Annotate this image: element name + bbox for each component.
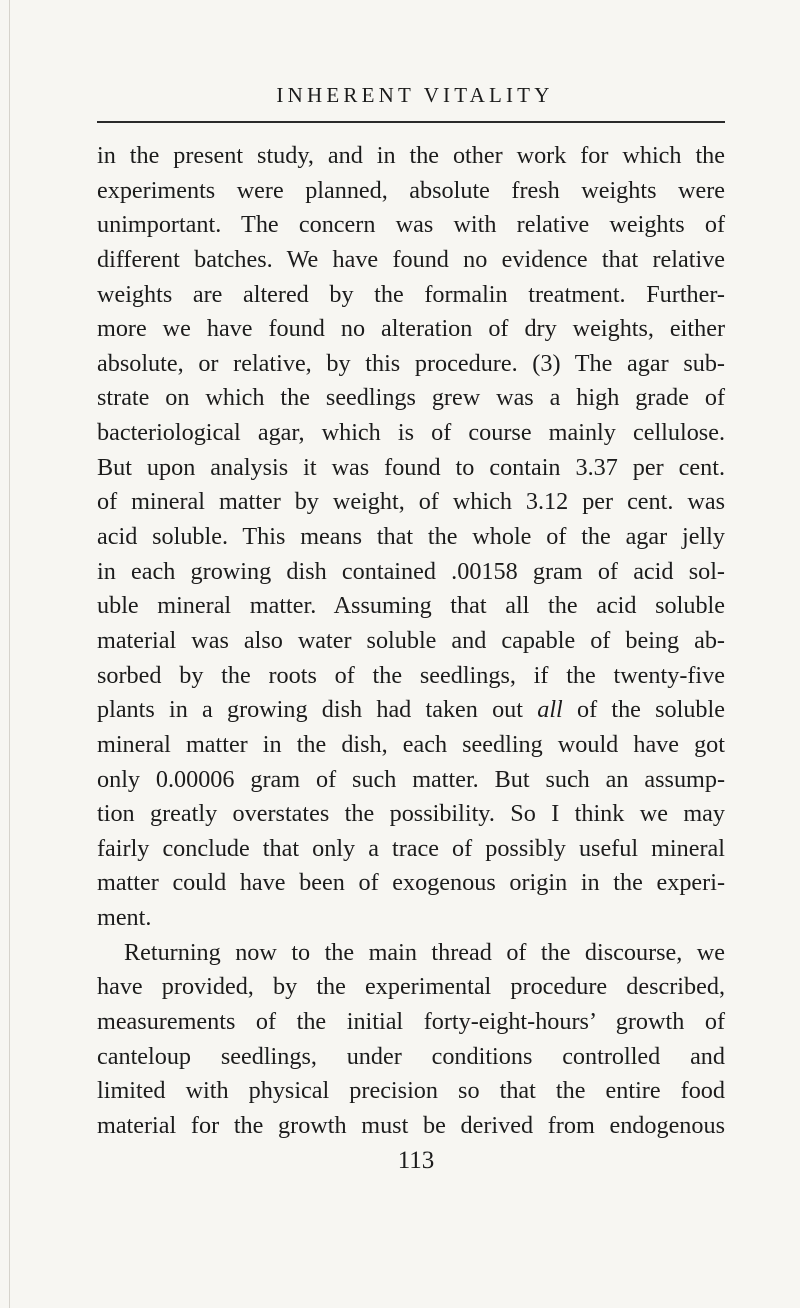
text-line: mineral matter in the dish, each seedling would have got bbox=[97, 730, 725, 758]
emphasized-word: all bbox=[537, 696, 563, 724]
text-line: canteloup seedlings, under conditions controlled and bbox=[97, 1042, 725, 1070]
text-line: Returning now to the main thread of the discourse, we bbox=[124, 938, 725, 966]
text-line: different batches. We have found no evidence that relative bbox=[97, 245, 725, 273]
text-line: unimportant. The concern was with relative weights of bbox=[97, 211, 725, 239]
line-segment: plants in a growing dish had taken out bbox=[97, 696, 538, 724]
paragraph-1 bbox=[97, 139, 725, 936]
text-line: in each growing dish contained .00158 gram of acid sol- bbox=[97, 557, 725, 585]
page-number: 113 bbox=[397, 1146, 435, 1174]
text-line: ment. bbox=[97, 904, 152, 932]
text-line: measurements of the initial forty-eight-hours’ growth of bbox=[97, 1008, 725, 1036]
text-line: fairly conclude that only a trace of possibly useful mineral bbox=[97, 834, 725, 862]
text-line: sorbed by the roots of the seedlings, if the twenty-five bbox=[97, 661, 725, 689]
text-line: tion greatly overstates the possibility. So I think we may bbox=[97, 800, 725, 828]
text-line: more we have found no alteration of dry weights, either bbox=[97, 315, 725, 343]
text-line: matter could have been of exogenous origin in the experi- bbox=[97, 869, 725, 897]
paragraph-2 bbox=[97, 936, 725, 1144]
page-gutter-edge bbox=[9, 0, 10, 1308]
text-line: limited with physical precision so that the entire food bbox=[97, 1077, 725, 1105]
line-segment: of the soluble bbox=[562, 696, 725, 724]
text-line: weights are altered by the formalin treatment. Further- bbox=[97, 280, 725, 308]
text-line: only 0.00006 gram of such matter. But such an assump- bbox=[97, 765, 725, 793]
text-line: have provided, by the experimental procedure described, bbox=[97, 973, 725, 1001]
text-line: absolute, or relative, by this procedure. (3) The agar sub- bbox=[97, 349, 725, 377]
text-line: But upon analysis it was found to contain 3.37 per cent. bbox=[97, 453, 725, 481]
text-line: experiments were planned, absolute fresh weights were bbox=[97, 176, 725, 204]
header-rule bbox=[97, 121, 725, 123]
text-line: material was also water soluble and capable of being ab- bbox=[97, 626, 725, 654]
text-line: acid soluble. This means that the whole of the agar jelly bbox=[97, 523, 725, 551]
text-line: uble mineral matter. Assuming that all the acid soluble bbox=[97, 592, 725, 620]
text-line: bacteriological agar, which is of course mainly cellulose. bbox=[97, 419, 725, 447]
text-line: in the present study, and in the other work for which the bbox=[97, 142, 725, 169]
text-line-with-emphasis bbox=[97, 693, 725, 728]
text-line: material for the growth must be derived from endogenous bbox=[97, 1111, 725, 1139]
book-page bbox=[97, 76, 725, 1176]
body-text bbox=[97, 139, 725, 1144]
running-head: INHERENT VITALITY bbox=[276, 83, 554, 107]
text-line: strate on which the seedlings grew was a high grade of bbox=[97, 384, 725, 412]
text-line: of mineral matter by weight, of which 3.12 per cent. was bbox=[97, 488, 725, 516]
